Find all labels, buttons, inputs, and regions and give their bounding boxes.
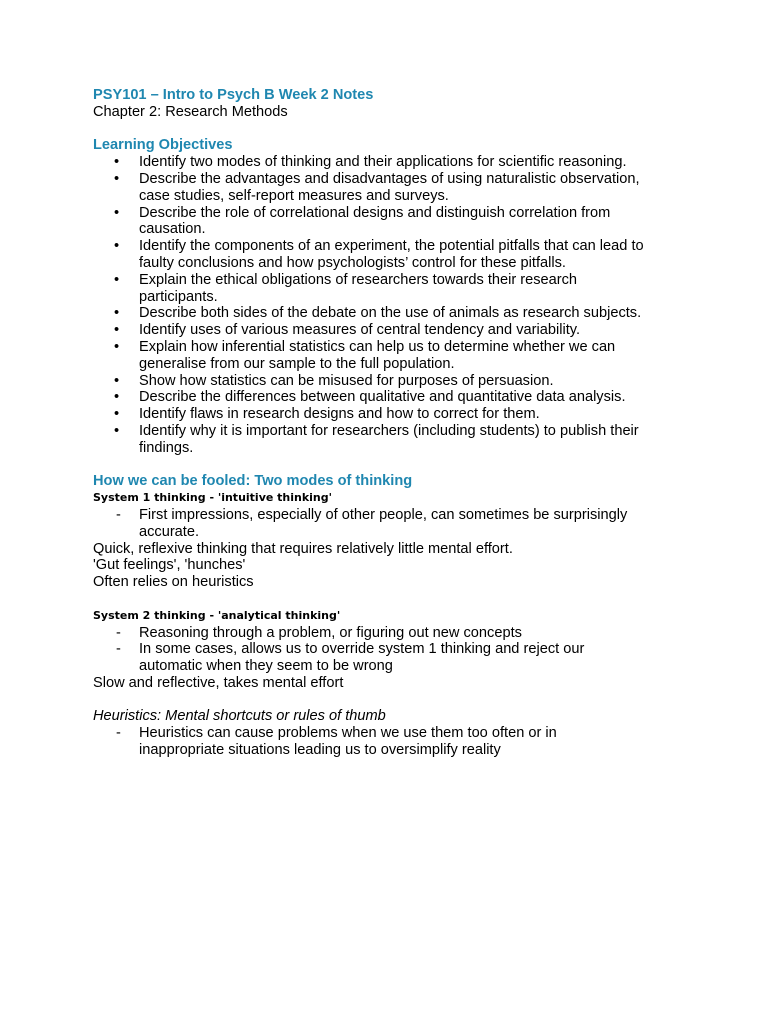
system2-line: Slow and reflective, takes mental effort	[93, 674, 344, 691]
objective-line: • Explain how inferential statistics can help us to determine whether we can	[139, 338, 616, 355]
objective-line: • Identify flaws in research designs and how to correct for them.	[139, 406, 540, 423]
learning-objectives-list	[93, 154, 693, 456]
chapter-title: Chapter 2: Research Methods	[93, 103, 288, 120]
objective-item	[93, 154, 693, 171]
objective-line: findings.	[139, 439, 194, 456]
system2-point	[93, 625, 693, 642]
objective-item	[93, 322, 693, 339]
two-modes-heading: How we can be fooled: Two modes of thinking	[93, 473, 413, 490]
system1-line: Often relies on heuristics	[93, 574, 254, 591]
objective-line: causation.	[139, 221, 206, 238]
point-line: - In some cases, allows us to override system 1 thinking and reject our	[139, 641, 585, 658]
point-line: automatic when they seem to be wrong	[139, 658, 393, 675]
objective-line: • Describe the differences between qualitative and quantitative data analysis.	[139, 389, 626, 406]
system1-points	[93, 507, 693, 541]
objective-line: generalise from our sample to the full population.	[139, 355, 455, 372]
objective-line: • Identify uses of various measures of central tendency and variability.	[139, 322, 581, 339]
objective-line: • Show how statistics can be misused for purposes of persuasion.	[139, 372, 554, 389]
objective-item	[93, 238, 693, 272]
objective-line: participants.	[139, 288, 218, 305]
objective-line: • Describe both sides of the debate on the use of animals as research subjects.	[139, 305, 642, 322]
system1-line: Quick, reflexive thinking that requires relatively little mental effort.	[93, 540, 513, 557]
document-title: PSY101 – Intro to Psych B Week 2 Notes	[93, 87, 374, 103]
objective-item	[93, 389, 693, 406]
objective-line: faulty conclusions and how psychologists’ control for these pitfalls.	[139, 254, 566, 271]
objective-line: • Identify two modes of thinking and their applications for scientific reasoning.	[139, 154, 627, 171]
system2-subheading: System 2 thinking - 'analytical thinking'	[93, 608, 341, 622]
objective-line: • Identify why it is important for researchers (including students) to publish their	[139, 422, 639, 439]
objective-item	[93, 406, 693, 423]
heuristics-definition: Heuristics: Mental shortcuts or rules of thumb	[93, 708, 386, 725]
system2-points	[93, 625, 693, 675]
objective-item	[93, 373, 693, 390]
objective-item	[93, 205, 693, 239]
system1-point	[93, 507, 693, 541]
point-line: accurate.	[139, 523, 200, 540]
point-line: - Reasoning through a problem, or figuring out new concepts	[139, 624, 522, 641]
learning-objectives-heading: Learning Objectives	[93, 137, 233, 154]
heuristics-points	[93, 725, 693, 759]
objective-line: • Describe the advantages and disadvantages of using naturalistic observation,	[139, 170, 640, 187]
objective-item	[93, 339, 693, 373]
point-line: - First impressions, especially of other people, can sometimes be surprisingly	[139, 506, 628, 523]
objective-item	[93, 305, 693, 322]
system2-point	[93, 641, 693, 675]
objective-line: • Identify the components of an experiment, the potential pitfalls that can lead to	[139, 238, 644, 255]
system1-subheading: System 1 thinking - 'intuitive thinking'	[93, 491, 333, 505]
objective-line: • Describe the role of correlational designs and distinguish correlation from	[139, 204, 611, 221]
objective-line: case studies, self-report measures and surveys.	[139, 187, 449, 204]
objective-item	[93, 272, 693, 306]
point-line: - Heuristics can cause problems when we use them too often or in	[139, 725, 557, 742]
document-page	[93, 87, 693, 759]
heuristics-point	[93, 725, 693, 759]
point-line: inappropriate situations leading us to oversimplify reality	[139, 742, 501, 759]
objective-item	[93, 171, 693, 205]
objective-item	[93, 423, 693, 457]
system1-line: 'Gut feelings', 'hunches'	[93, 557, 246, 574]
objective-line: • Explain the ethical obligations of researchers towards their research	[139, 271, 578, 288]
